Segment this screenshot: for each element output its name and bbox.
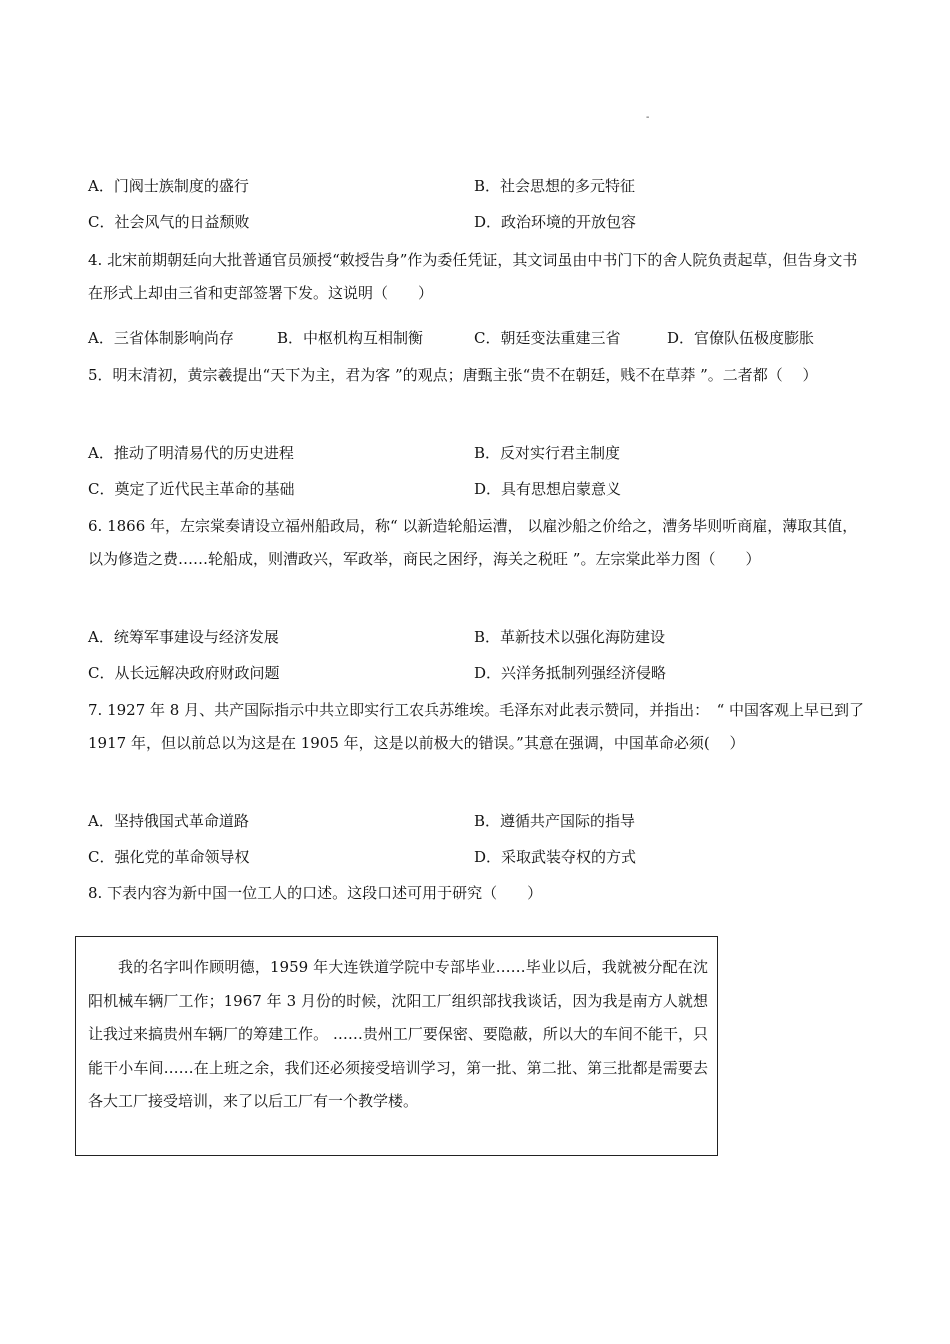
q6-option-c[interactable]: C．从长远解决政府财政问题 xyxy=(88,664,280,682)
q8-stem-text: 8. 下表内容为新中国一位工人的口述。这段口述可用于研究（ ） xyxy=(88,884,543,902)
q6-stem xyxy=(88,510,868,576)
q4-stem-text: 4. 北宋前期朝廷向大批普通官员颁授“敕授告身”作为委任凭证，其文词虽由中书门下的舍人院负责起草，但告身文书在形式上却由三省和吏部签署下发。这说明（ ） xyxy=(88,251,858,302)
q4-option-b[interactable]: B．中枢机构互相制衡 xyxy=(277,329,424,347)
q5-option-a[interactable]: A．推动了明清易代的历史进程 xyxy=(88,444,294,462)
q4-option-a[interactable]: A．三省体制影响尚存 xyxy=(88,329,234,347)
q3-option-c[interactable]: C．社会风气的日益颓败 xyxy=(88,213,250,231)
q6-option-d[interactable]: D．兴洋务抵制列强经济侵略 xyxy=(474,664,667,682)
q8-passage-box xyxy=(75,936,718,1156)
q8-stem xyxy=(88,877,868,910)
q7-option-a[interactable]: A．坚持俄国式革命道路 xyxy=(88,812,249,830)
q4-option-c[interactable]: C．朝廷变法重建三省 xyxy=(474,329,621,347)
q5-stem xyxy=(88,359,868,392)
q5-option-c[interactable]: C．奠定了近代民主革命的基础 xyxy=(88,480,295,498)
q5-stem-text: 5．明末清初，黄宗羲提出“天下为主，君为客 ”的观点；唐甄主张“贵不在朝廷，贱不在草莽 ”。二者都（ ） xyxy=(88,366,818,384)
q7-stem xyxy=(88,694,868,760)
q3-option-d[interactable]: D．政治环境的开放包容 xyxy=(474,213,637,231)
q5-option-d[interactable]: D．具有思想启蒙意义 xyxy=(474,480,622,498)
q4-option-d[interactable]: D．官僚队伍极度膨胀 xyxy=(667,329,815,347)
q7-stem-text: 7. 1927 年 8 月、共产国际指示中共立即实行工农兵苏维埃。毛泽东对此表示赞同，并指出： “ 中国客观上早已到了 1917 年，但以前总以为这是在 1905 年，这是以前极大的错误。”其意在强调，中国革命必须( ） xyxy=(88,701,865,752)
q6-stem-text: 6. 1866 年，左宗棠奏请设立福州船政局，称“ 以新造轮船运漕， 以雇沙船之价给之，漕务毕则听商雇，薄取其值，以为修造之费……轮船成，则漕政兴，军政举，商民之困纾，海关之税旺 ”。左宗棠此举力图（ ） xyxy=(88,517,858,568)
q7-option-c[interactable]: C．强化党的革命领导权 xyxy=(88,848,250,866)
q7-option-b[interactable]: B．遵循共产国际的指导 xyxy=(474,812,636,830)
q6-option-a[interactable]: A．统筹军事建设与经济发展 xyxy=(88,628,279,646)
header-mark: - xyxy=(646,112,650,123)
q3-option-a[interactable]: A．门阀士族制度的盛行 xyxy=(88,177,249,195)
q7-option-d[interactable]: D．采取武装夺权的方式 xyxy=(474,848,637,866)
q8-passage-text: 我的名字叫作顾明德，1959 年大连铁道学院中专部毕业……毕业以后，我就被分配在沈阳机械车辆厂工作；1967 年 3 月份的时候，沈阳工厂组织部找我谈话，因为我是南方人就想让我过来搞贵州车辆厂的筹建工作。 ……贵州工厂要保密、要隐蔽，所以大的车间不能干，只能干小车间……在上班之余，我们还必须接受培训学习，第一批、第二批、第三批都是需要去各大工厂接受培训，来了以后工厂有一个教学楼。 xyxy=(88,958,708,1110)
q6-option-b[interactable]: B．革新技术以强化海防建设 xyxy=(474,628,666,646)
q5-option-b[interactable]: B．反对实行君主制度 xyxy=(474,444,621,462)
q3-option-b[interactable]: B．社会思想的多元特征 xyxy=(474,177,636,195)
q4-stem xyxy=(88,244,868,310)
